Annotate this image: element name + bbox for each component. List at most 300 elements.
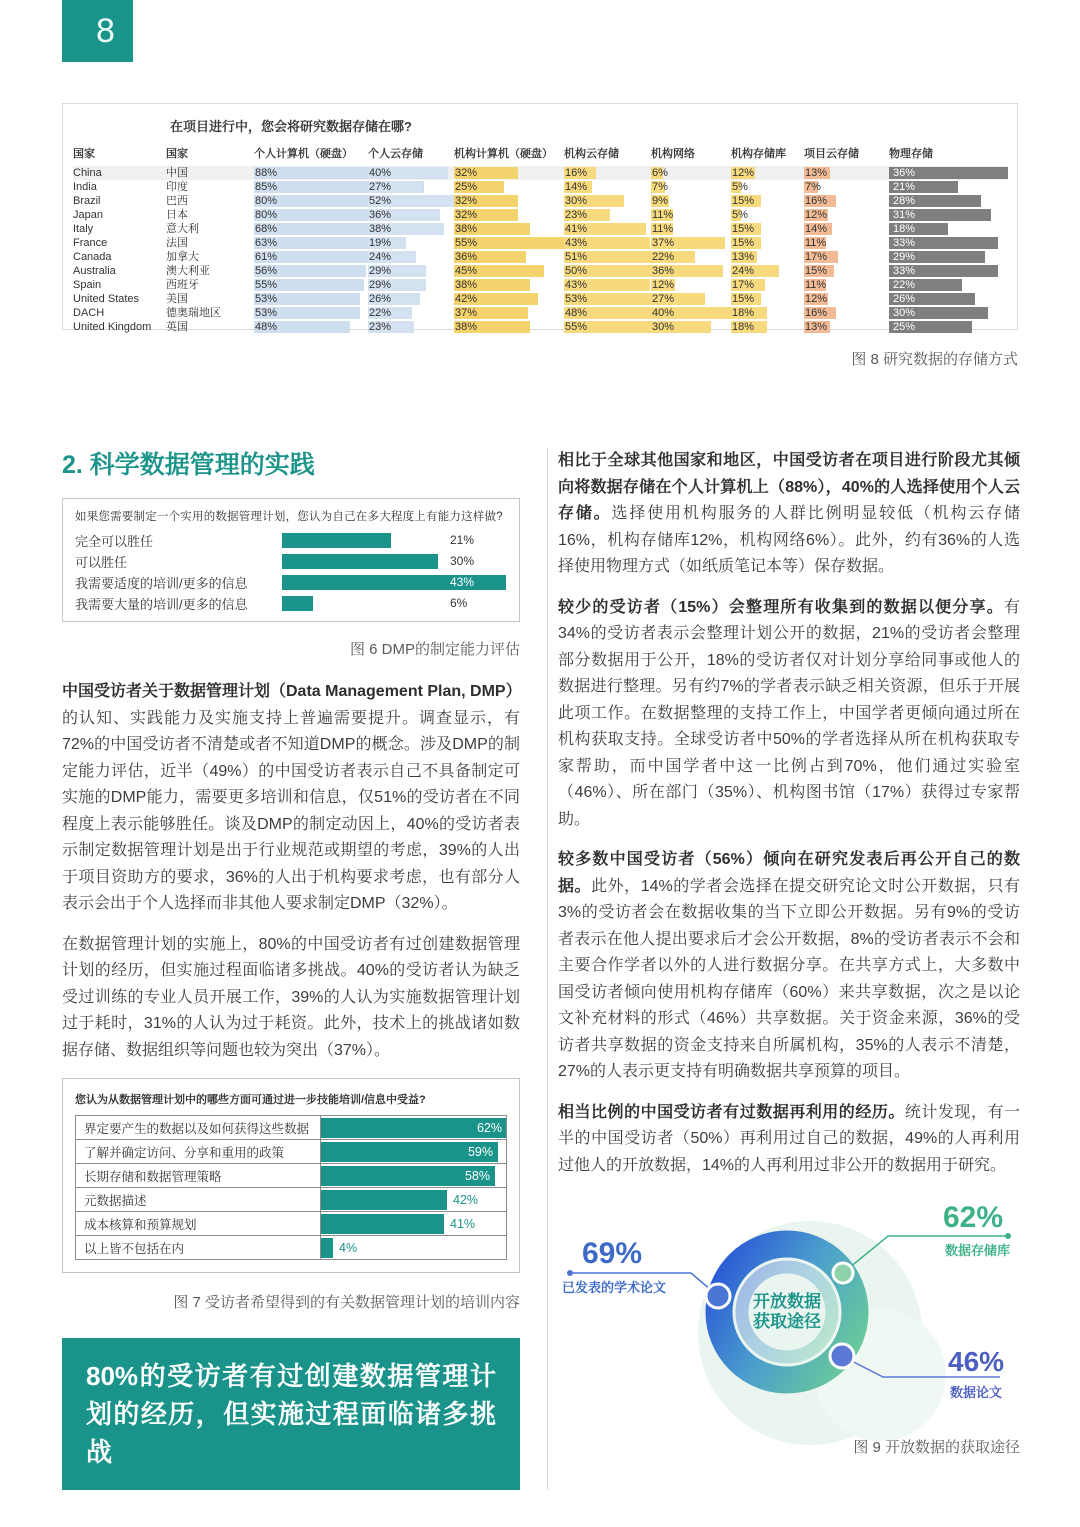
bar-zone bbox=[282, 533, 507, 549]
country-name-zh: 日本 bbox=[166, 209, 188, 221]
value-label: 18% bbox=[732, 307, 755, 319]
value-cell bbox=[804, 278, 889, 292]
value-cell bbox=[564, 278, 651, 292]
value-cell bbox=[368, 292, 454, 306]
value-label: 11% bbox=[652, 209, 674, 221]
value-cell bbox=[564, 292, 651, 306]
value-cell bbox=[368, 250, 454, 264]
column-header: 物理存储 bbox=[889, 148, 933, 160]
value-cell bbox=[651, 306, 731, 320]
country-name-zh: 加拿大 bbox=[166, 251, 199, 263]
value-label: 24% bbox=[732, 265, 755, 277]
table-row bbox=[73, 222, 1007, 236]
value-label: 21% bbox=[450, 532, 475, 547]
value-cell bbox=[564, 194, 651, 208]
bar-zone bbox=[321, 1116, 506, 1139]
leader-end-dot bbox=[1005, 1233, 1011, 1239]
value-label: 55% bbox=[255, 279, 278, 291]
value-label: 48% bbox=[255, 321, 278, 333]
value-cell bbox=[889, 292, 1007, 306]
value-cell bbox=[564, 166, 651, 180]
paragraph-text: 选择使用机构服务的人群比例明显较低（机构云存储16%，机构存储库12%，机构网络6%）。此外，约有36%的人选择使用物理方式（如纸质笔记本等）保存数据。 bbox=[558, 505, 1020, 575]
value-label: 56% bbox=[255, 265, 278, 277]
value-cell bbox=[564, 250, 651, 264]
paragraph bbox=[558, 595, 1020, 834]
page-number-badge bbox=[62, 0, 133, 62]
value-label: 23% bbox=[565, 209, 588, 221]
value-cell bbox=[368, 236, 454, 250]
donut-node-46 bbox=[830, 1344, 854, 1368]
value-cell bbox=[889, 166, 1007, 180]
value-cell bbox=[651, 264, 731, 278]
country-name-en: China bbox=[73, 167, 102, 179]
figure7-training-chart bbox=[62, 1078, 520, 1273]
value-label: 27% bbox=[369, 181, 392, 193]
country-name-en: Spain bbox=[73, 279, 102, 291]
value-label: 11% bbox=[652, 223, 674, 235]
paragraph-text: 在数据管理计划的实施上，80%的中国受访者有过创建数据管理计划的经历，但实施过程面临诸多挑战。40%的受访者认为缺乏受过训练的专业人员开展工作，39%的人认为实施数据管理计划过于耗时，31%的人认为过于耗资。此外，技术上的挑战诸如数据存储、数据组织等问题也较为突出（37%）。 bbox=[62, 935, 520, 1059]
value-label: 32% bbox=[455, 195, 478, 207]
value-label: 13% bbox=[805, 167, 828, 179]
table-row bbox=[73, 236, 1007, 250]
value-label: 30% bbox=[893, 307, 916, 319]
value-cell bbox=[651, 292, 731, 306]
country-name-zh: 德奥瑞地区 bbox=[166, 307, 221, 319]
annotation-62-label: 数据存储库 bbox=[945, 1243, 1011, 1258]
value-label: 63% bbox=[255, 237, 278, 249]
value-cell bbox=[731, 208, 804, 222]
right-column bbox=[547, 448, 1020, 1490]
value-cell bbox=[731, 292, 804, 306]
value-cell bbox=[651, 208, 731, 222]
value-label: 30% bbox=[652, 321, 675, 333]
donut-node-69 bbox=[706, 1284, 730, 1308]
figure9-caption: 图 9 开放数据的获取途径 bbox=[853, 1439, 1020, 1456]
annotation-69-label: 已发表的学术论文 bbox=[562, 1280, 667, 1295]
value-label: 40% bbox=[369, 167, 392, 179]
value-label: 13% bbox=[805, 321, 828, 333]
value-cell bbox=[564, 320, 651, 334]
value-label: 15% bbox=[732, 223, 755, 235]
value-label: 14% bbox=[805, 223, 828, 235]
value-cell bbox=[651, 222, 731, 236]
value-label: 53% bbox=[255, 307, 278, 319]
two-column-layout bbox=[62, 448, 1020, 1490]
value-label: 85% bbox=[255, 181, 278, 193]
figure8-title: 在项目进行中，您会将研究数据存储在哪? bbox=[170, 119, 412, 134]
value-label: 80% bbox=[255, 209, 278, 221]
value-label: 28% bbox=[893, 195, 916, 207]
value-cell bbox=[731, 166, 804, 180]
table-row bbox=[73, 264, 1007, 278]
figure6-caption: 图 6 DMP的制定能力评估 bbox=[349, 641, 520, 658]
dmp-ability-rows bbox=[75, 530, 507, 614]
chart-row bbox=[76, 1236, 506, 1260]
value-label: 24% bbox=[369, 251, 392, 263]
value-label: 13% bbox=[732, 251, 755, 263]
table-row bbox=[73, 292, 1007, 306]
country-name-en: Japan bbox=[73, 209, 103, 221]
bar-zone bbox=[321, 1164, 506, 1187]
paragraph-lead: 较多数中国受访者（56%）倾向在研究发表后再公开自己的数据。 bbox=[558, 851, 1020, 895]
value-cell bbox=[454, 166, 564, 180]
figure9-donut-chart bbox=[558, 1193, 1020, 1450]
value-cell bbox=[804, 166, 889, 180]
value-label: 6% bbox=[652, 167, 668, 179]
value-label: 53% bbox=[255, 293, 278, 305]
value-label: 18% bbox=[893, 223, 916, 235]
bar-label: 我需要大量的培训/更多的信息 bbox=[75, 597, 248, 612]
value-label: 16% bbox=[805, 195, 828, 207]
chart-row bbox=[76, 1188, 506, 1212]
column-header: 国家 bbox=[73, 148, 95, 160]
country-name-zh: 中国 bbox=[166, 167, 188, 179]
value-cell bbox=[731, 320, 804, 334]
value-label: 53% bbox=[565, 293, 588, 305]
annotation-62-value: 62% bbox=[943, 1201, 1004, 1234]
paragraph bbox=[558, 448, 1020, 581]
value-label: 36% bbox=[455, 251, 478, 263]
value-label: 38% bbox=[455, 321, 478, 333]
value-cell bbox=[804, 306, 889, 320]
value-cell bbox=[731, 278, 804, 292]
value-label: 38% bbox=[455, 223, 478, 235]
value-label: 43% bbox=[565, 237, 588, 249]
value-label: 33% bbox=[893, 237, 916, 249]
value-label: 7% bbox=[805, 181, 821, 193]
country-name-zh: 英国 bbox=[166, 321, 188, 333]
value-label: 36% bbox=[893, 167, 916, 179]
value-label: 36% bbox=[369, 209, 392, 221]
value-label: 45% bbox=[455, 265, 478, 277]
figure6-question: 如果您需要制定一个实用的数据管理计划，您认为自己在多大程度上有能力这样做? bbox=[75, 511, 503, 523]
annotation-46-value: 46% bbox=[948, 1346, 1005, 1377]
annotation-69-value: 69% bbox=[582, 1237, 643, 1270]
value-label: 80% bbox=[255, 195, 278, 207]
value-label: 30% bbox=[565, 195, 588, 207]
value-cell bbox=[889, 222, 1007, 236]
figure7-question: 您认为从数据管理计划中的哪些方面可通过进一步技能培训/信息中受益? bbox=[75, 1094, 426, 1106]
donut-center-label-line1: 开放数据 bbox=[753, 1292, 821, 1311]
value-cell bbox=[254, 194, 368, 208]
value-label: 4% bbox=[339, 1240, 358, 1255]
paragraph bbox=[558, 847, 1020, 1086]
country-name-en: United States bbox=[73, 293, 140, 305]
bar-label: 可以胜任 bbox=[75, 555, 128, 570]
value-cell bbox=[254, 250, 368, 264]
value-label: 29% bbox=[893, 251, 916, 263]
value-cell bbox=[889, 278, 1007, 292]
bar-zone bbox=[321, 1140, 506, 1163]
value-cell bbox=[368, 166, 454, 180]
value-cell bbox=[889, 194, 1007, 208]
value-label: 41% bbox=[565, 223, 588, 235]
value-label: 32% bbox=[455, 167, 478, 179]
value-cell bbox=[651, 250, 731, 264]
value-cell bbox=[804, 264, 889, 278]
value-label: 9% bbox=[652, 195, 668, 207]
value-cell bbox=[368, 194, 454, 208]
value-label: 21% bbox=[893, 181, 916, 193]
table-row bbox=[73, 194, 1007, 208]
value-label: 16% bbox=[805, 307, 828, 319]
bar-zone bbox=[282, 554, 507, 570]
value-cell bbox=[804, 208, 889, 222]
value-label: 50% bbox=[565, 265, 588, 277]
value-label: 16% bbox=[565, 167, 588, 179]
value-label: 7% bbox=[652, 181, 668, 193]
value-cell bbox=[254, 222, 368, 236]
column-header: 项目云存储 bbox=[804, 148, 859, 160]
value-bar bbox=[282, 554, 438, 569]
value-cell bbox=[454, 208, 564, 222]
value-label: 18% bbox=[732, 321, 755, 333]
country-name-en: Australia bbox=[73, 265, 116, 277]
value-label: 37% bbox=[455, 307, 478, 319]
value-cell bbox=[804, 250, 889, 264]
value-cell bbox=[804, 194, 889, 208]
value-label: 59% bbox=[467, 1144, 493, 1159]
table-row bbox=[73, 306, 1007, 320]
paragraph-text: 统计发现，有一半的中国受访者（50%）再利用过自己的数据，49%的人再利用过他人的开放数据，14%的人再利用过非公开的数据用于研究。 bbox=[558, 1103, 1020, 1174]
paragraph bbox=[62, 679, 520, 918]
value-cell bbox=[731, 222, 804, 236]
value-cell bbox=[731, 236, 804, 250]
value-cell bbox=[368, 208, 454, 222]
value-label: 6% bbox=[450, 595, 468, 610]
value-label: 14% bbox=[565, 181, 588, 193]
bar-label: 元数据描述 bbox=[76, 1188, 321, 1211]
column-header: 机构存储库 bbox=[731, 148, 786, 160]
bar-label: 我需要适度的培训/更多的信息 bbox=[75, 576, 248, 591]
bar-zone bbox=[321, 1236, 506, 1259]
value-cell bbox=[651, 180, 731, 194]
bar-label: 长期存储和数据管理策略 bbox=[76, 1164, 321, 1187]
value-cell bbox=[731, 194, 804, 208]
value-bar bbox=[321, 1118, 506, 1138]
figure7-caption: 图 7 受访者希望得到的有关数据管理计划的培训内容 bbox=[173, 1294, 520, 1311]
value-label: 22% bbox=[652, 251, 675, 263]
donut-svg bbox=[558, 1193, 1020, 1445]
value-cell bbox=[731, 264, 804, 278]
value-cell bbox=[368, 278, 454, 292]
value-cell bbox=[254, 264, 368, 278]
storage-table-body bbox=[73, 166, 1007, 334]
value-label: 26% bbox=[369, 293, 392, 305]
value-label: 43% bbox=[565, 279, 588, 291]
value-cell bbox=[254, 208, 368, 222]
highlight-callout: 80%的受访者有过创建数据管理计划的经历，但实施过程面临诸多挑战 bbox=[62, 1338, 520, 1490]
value-label: 15% bbox=[805, 265, 828, 277]
country-name-en: Brazil bbox=[73, 195, 101, 207]
value-cell bbox=[454, 278, 564, 292]
chart-row bbox=[75, 551, 507, 572]
value-cell bbox=[564, 180, 651, 194]
chart-row bbox=[76, 1164, 506, 1188]
value-label: 32% bbox=[455, 209, 478, 221]
value-label: 42% bbox=[453, 1192, 479, 1207]
value-label: 38% bbox=[369, 223, 392, 235]
bar-zone bbox=[282, 596, 507, 612]
value-label: 58% bbox=[464, 1168, 490, 1183]
country-name-en: United Kingdom bbox=[73, 321, 152, 333]
value-cell bbox=[254, 306, 368, 320]
country-name-en: France bbox=[73, 237, 108, 249]
value-label: 40% bbox=[652, 307, 675, 319]
value-label: 15% bbox=[732, 293, 755, 305]
figure6-dmp-ability-chart bbox=[62, 498, 520, 622]
value-label: 25% bbox=[455, 181, 478, 193]
value-cell bbox=[651, 166, 731, 180]
value-cell bbox=[651, 278, 731, 292]
value-cell bbox=[889, 264, 1007, 278]
value-cell bbox=[804, 180, 889, 194]
value-cell bbox=[889, 180, 1007, 194]
paragraph-text: 有34%的受访者表示会整理计划公开的数据，21%的受访者会整理部分数据用于公开，18%的受访者仅对计划分享给同事或他人的数据进行整理。另有约7%的学者表示缺乏相关资源，但乐于开展此项工作。在数据整理的支持工作上，中国学者更倾向通过所在机构获取支持。全球受访者中50%的学者选择从所在机构获取专家帮助，而中国学者中这一比例占到70%，他们通过实验室（46%）、所在部门（35%）、机构图书馆（17%）获得过专家帮助。 bbox=[558, 598, 1020, 828]
value-cell bbox=[564, 264, 651, 278]
country-name-en: India bbox=[73, 181, 97, 193]
value-label: 62% bbox=[476, 1120, 502, 1135]
value-label: 38% bbox=[455, 279, 478, 291]
value-label: 12% bbox=[732, 167, 755, 179]
chart-row bbox=[75, 572, 507, 593]
chart-row bbox=[76, 1116, 506, 1140]
bar-zone bbox=[321, 1188, 506, 1211]
bar-label: 成本核算和预算规划 bbox=[76, 1212, 321, 1235]
value-cell bbox=[254, 236, 368, 250]
value-cell bbox=[254, 292, 368, 306]
training-rows bbox=[75, 1115, 507, 1260]
value-label: 25% bbox=[893, 321, 916, 333]
value-label: 27% bbox=[652, 293, 675, 305]
value-label: 55% bbox=[565, 321, 588, 333]
value-label: 88% bbox=[255, 167, 278, 179]
value-bar bbox=[282, 596, 313, 611]
country-name-zh: 澳大利亚 bbox=[166, 265, 210, 277]
country-name-zh: 法国 bbox=[166, 237, 188, 249]
value-cell bbox=[889, 250, 1007, 264]
value-label: 15% bbox=[732, 237, 755, 249]
value-label: 36% bbox=[652, 265, 675, 277]
donut-node-62 bbox=[833, 1263, 853, 1283]
value-label: 52% bbox=[369, 195, 392, 207]
value-label: 29% bbox=[369, 279, 392, 291]
value-cell bbox=[804, 222, 889, 236]
paragraph-text: 此外，14%的学者会选择在提交研究论文时公开数据，只有3%的受访者会在数据收集的当下立即公开数据。另有9%的受访者表示在他人提出要求后才会公开数据，8%的受访者表示不会和主要合作学者以外的人进行数据分享。在共享方式上，大多数中国受访者倾向使用机构存储库（60%）来共享数据，次之是以论文补充材料的形式（46%）共享数据。关于资金来源，36%的受访者共享数据的资金支持来自所属机构，35%的人表示不清楚，27%的人表示更支持有明确数据共享预算的项目。 bbox=[558, 877, 1020, 1080]
value-cell bbox=[651, 320, 731, 334]
value-label: 23% bbox=[369, 321, 392, 333]
value-label: 17% bbox=[805, 251, 828, 263]
donut-center-label-line2: 获取途径 bbox=[753, 1312, 821, 1331]
value-label: 5% bbox=[732, 181, 748, 193]
table-row bbox=[73, 166, 1007, 180]
value-label: 33% bbox=[893, 265, 916, 277]
value-cell bbox=[454, 250, 564, 264]
bar-zone bbox=[321, 1212, 506, 1235]
table-row bbox=[73, 278, 1007, 292]
bar-label: 完全可以胜任 bbox=[75, 534, 154, 549]
value-label: 19% bbox=[369, 237, 392, 249]
value-cell bbox=[254, 278, 368, 292]
value-cell bbox=[368, 264, 454, 278]
value-label: 12% bbox=[652, 279, 675, 291]
column-header: 机构计算机（硬盘） bbox=[454, 148, 553, 160]
value-label: 68% bbox=[255, 223, 278, 235]
page-number: 8 bbox=[96, 11, 115, 50]
value-label: 12% bbox=[805, 209, 828, 221]
paragraph-lead: 相当比例的中国受访者有过数据再利用的经历。 bbox=[558, 1103, 905, 1121]
paragraph-lead: 相比于全球其他国家和地区，中国受访者在项目进行阶段尤其倾向将数据存储在个人计算机上（88%），40%的人选择使用个人云存储。 bbox=[558, 452, 1020, 522]
section-title: 2. 科学数据管理的实践 bbox=[62, 451, 315, 479]
column-header: 机构网络 bbox=[651, 148, 695, 160]
chart-row bbox=[75, 530, 507, 551]
chart-row bbox=[76, 1140, 506, 1164]
annotation-46-label: 数据论文 bbox=[950, 1385, 1003, 1400]
value-bar bbox=[282, 533, 391, 548]
value-cell bbox=[454, 180, 564, 194]
value-cell bbox=[731, 180, 804, 194]
value-cell bbox=[564, 208, 651, 222]
value-cell bbox=[804, 236, 889, 250]
value-cell bbox=[368, 320, 454, 334]
paragraph bbox=[62, 932, 520, 1065]
value-bar bbox=[321, 1238, 333, 1258]
value-label: 17% bbox=[732, 279, 755, 291]
column-header: 个人云存储 bbox=[368, 148, 423, 160]
paragraph-text: 的认知、实践能力及实施支持上普遍需要提升。调查显示，有72%的中国受访者不清楚或者不知道DMP的概念。涉及DMP的制定能力评估，近半（49%）的中国受访者表示自己不具备制定可实施的DMP能力，需要更多培训和信息，仅51%的受访者在不同程度上表示能够胜任。谈及DMP的制定动因上，40%的受访者表示制定数据管理计划是出于行业规范或期望的考虑，39%的人出于项目资助方的要求，36%的人出于机构要求考虑，也有部分人表示会出于个人选择而非其他人要求制定DMP（32%）。 bbox=[62, 709, 520, 912]
value-label: 11% bbox=[805, 279, 827, 291]
value-label: 43% bbox=[450, 574, 475, 589]
value-cell bbox=[731, 250, 804, 264]
value-cell bbox=[889, 320, 1007, 334]
storage-table-header bbox=[73, 147, 1007, 164]
value-cell bbox=[454, 194, 564, 208]
bar-label: 界定要产生的数据以及如何获得这些数据 bbox=[76, 1116, 321, 1139]
table-row bbox=[73, 250, 1007, 264]
country-name-zh: 西班牙 bbox=[166, 279, 199, 291]
value-cell bbox=[651, 236, 731, 250]
value-bar bbox=[321, 1166, 495, 1186]
left-column bbox=[62, 448, 520, 1490]
value-cell bbox=[454, 292, 564, 306]
value-label: 42% bbox=[455, 293, 478, 305]
country-name-en: Canada bbox=[73, 251, 112, 263]
value-label: 51% bbox=[565, 251, 588, 263]
value-label: 15% bbox=[732, 195, 755, 207]
value-cell bbox=[454, 222, 564, 236]
column-header: 机构云存储 bbox=[564, 148, 619, 160]
value-cell bbox=[368, 306, 454, 320]
table-row bbox=[73, 180, 1007, 194]
country-name-zh: 印度 bbox=[166, 181, 188, 193]
figure8-caption: 图 8 研究数据的存储方式 bbox=[851, 351, 1018, 368]
value-label: 11% bbox=[805, 237, 827, 249]
value-label: 37% bbox=[652, 237, 675, 249]
value-cell bbox=[564, 222, 651, 236]
value-label: 55% bbox=[455, 237, 478, 249]
value-label: 41% bbox=[450, 1216, 476, 1231]
value-cell bbox=[254, 180, 368, 194]
value-cell bbox=[804, 320, 889, 334]
bar-label: 以上皆不包括在内 bbox=[76, 1236, 321, 1259]
value-cell bbox=[889, 306, 1007, 320]
paragraph bbox=[558, 1100, 1020, 1180]
value-label: 5% bbox=[732, 209, 748, 221]
value-cell bbox=[368, 180, 454, 194]
value-cell bbox=[454, 264, 564, 278]
value-cell bbox=[889, 236, 1007, 250]
value-cell bbox=[368, 222, 454, 236]
